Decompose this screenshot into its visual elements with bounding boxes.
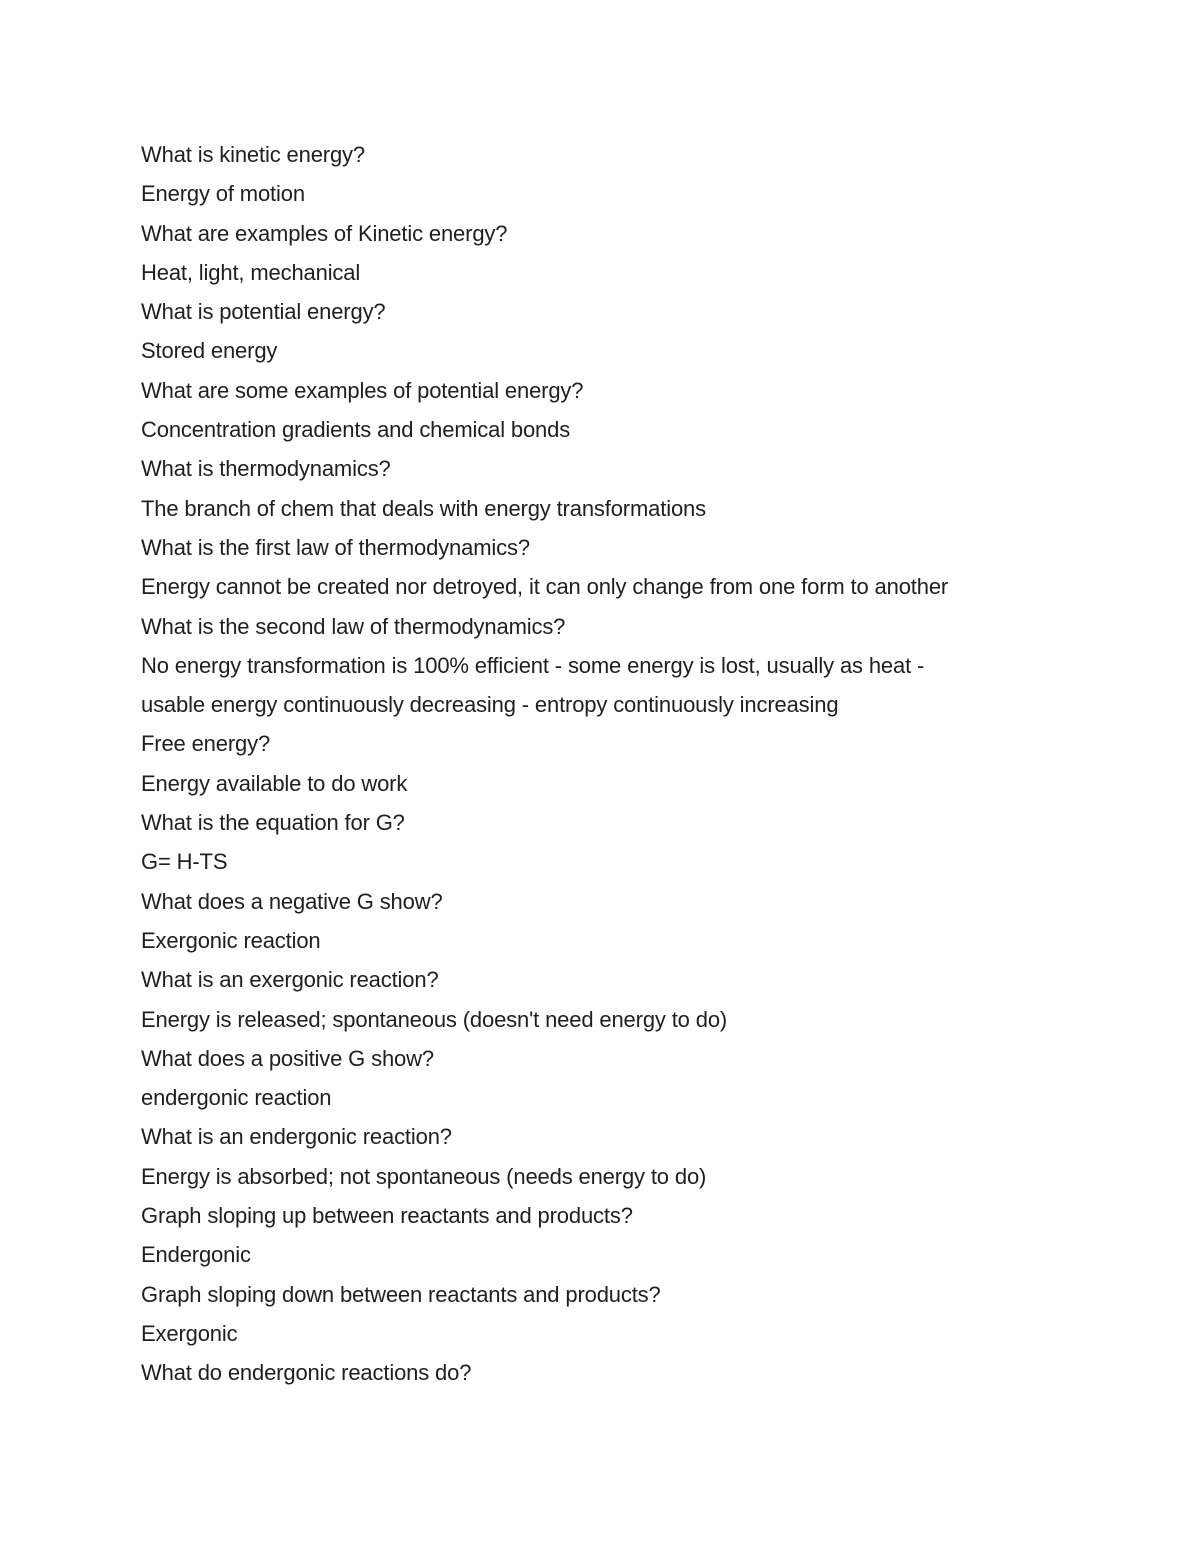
text-line: Exergonic [141,1320,238,1346]
text-line: Exergonic reaction [141,927,321,953]
text-line: What is the equation for G? [141,810,405,836]
text-line: The branch of chem that deals with energy transformations [141,495,706,521]
text-line: Endergonic [141,1242,251,1268]
text-line: What do endergonic reactions do? [141,1360,472,1386]
text-line: What is an exergonic reaction? [141,967,439,993]
text-line: G= H-TS [141,849,228,875]
text-line: Energy of motion [141,181,305,207]
text-line: What are some examples of potential energy? [141,377,584,403]
text-line: Stored energy [141,338,278,364]
text-line: Energy cannot be created nor detroyed, it can only change from one form to another [141,574,949,600]
text-line: What are examples of Kinetic energy? [141,220,508,246]
text-line: What does a negative G show? [141,888,443,914]
text-line: Concentration gradients and chemical bonds [141,417,571,443]
text-line: Energy is released; spontaneous (doesn't need energy to do) [141,1006,728,1032]
text-line: What does a positive G show? [141,1045,434,1071]
text-line: Graph sloping up between reactants and products? [141,1203,633,1229]
text-line: Heat, light, mechanical [141,259,361,285]
text-line: No energy transformation is 100% efficient - some energy is lost, usually as heat - [141,652,925,678]
text-line: Energy available to do work [141,770,408,796]
text-line: Free energy? [141,731,271,757]
text-line: What is kinetic energy? [141,142,365,167]
text-lines [141,137,1141,1395]
text-line: Energy is absorbed; not spontaneous (needs energy to do) [141,1163,707,1189]
text-line: endergonic reaction [141,1085,332,1111]
text-line: Graph sloping down between reactants and products? [141,1281,661,1307]
text-line: What is potential energy? [141,299,386,325]
text-line: What is the second law of thermodynamics? [141,613,566,639]
text-line: What is the first law of thermodynamics? [141,534,530,560]
text-line: usable energy continuously decreasing - entropy continuously increasing [141,692,839,718]
text-line: What is thermodynamics? [141,456,391,482]
text-line: What is an endergonic reaction? [141,1124,452,1150]
